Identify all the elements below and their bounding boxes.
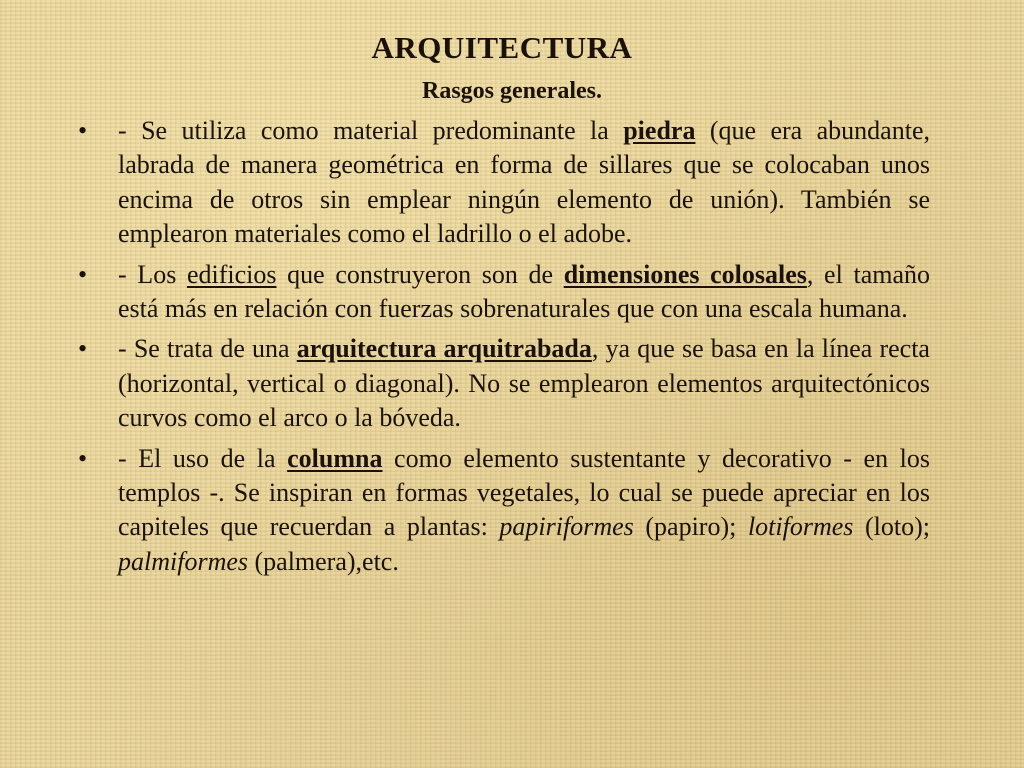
keyword-edificios: edificios: [186, 259, 277, 289]
bullet-marker: •: [78, 443, 88, 473]
bullet-text: - Se utiliza como material predominante la: [118, 116, 624, 145]
term-palmiformes: palmiformes: [118, 546, 248, 576]
bullet-item-dimensions: [78, 258, 930, 327]
bullet-list: [78, 114, 930, 585]
slide-title-text: ARQUITECTURA: [371, 30, 633, 65]
keyword-piedra: piedra: [623, 116, 696, 145]
bullet-item-arquitrabada: [78, 332, 930, 435]
bullet-text: - Se trata de una: [118, 334, 297, 364]
bullet-marker: •: [78, 334, 88, 364]
slide-title: [0, 30, 1024, 66]
bullet-marker: •: [78, 259, 88, 289]
slide-subtitle-text: Rasgos generales.: [422, 78, 602, 104]
keyword-arquitectura-arquitrabada: arquitectura arquitrabada: [296, 334, 592, 364]
bullet-text: (que era abundante, labrada de manera geométrica en forma de sillares que se colocaban unos encima de otros sin emplear ningún elemento de unión). También se emplearon materiales como el ladrillo o el adobe.: [118, 116, 930, 249]
bullet-text: que construyeron son de: [276, 259, 564, 289]
term-lotiformes: lotiformes: [747, 512, 854, 542]
term-papiriformes: papiriformes: [499, 512, 634, 542]
slide-subtitle: [0, 78, 1024, 105]
keyword-dimensiones-colosales: dimensiones colosales: [563, 259, 807, 289]
bullet-text: - Los: [118, 259, 187, 289]
bullet-text: , ya que se basa en la línea recta (horizontal, vertical o diagonal). No se emplearon elementos arquitectónicos curvos como el arco o la bóveda.: [118, 334, 930, 433]
keyword-columna: columna: [287, 443, 383, 473]
bullet-text: - El uso de la: [118, 443, 288, 473]
bullet-text: como elemento sustentante y decorativo - en los templos -. Se inspiran en formas vegetales, lo cual se puede apreciar en los capiteles que recuerdan a plantas:: [118, 443, 930, 542]
bullet-text: (loto);: [853, 512, 931, 542]
bullet-item-columna: [78, 442, 930, 580]
bullet-marker: •: [78, 116, 88, 145]
bullet-text: , el tamaño está más en relación con fuerzas sobrenaturales que con una escala humana.: [118, 259, 930, 324]
bullet-item-material: [78, 114, 930, 252]
bullet-text: (papiro);: [633, 512, 748, 542]
bullet-text: (palmera),etc.: [248, 546, 399, 576]
